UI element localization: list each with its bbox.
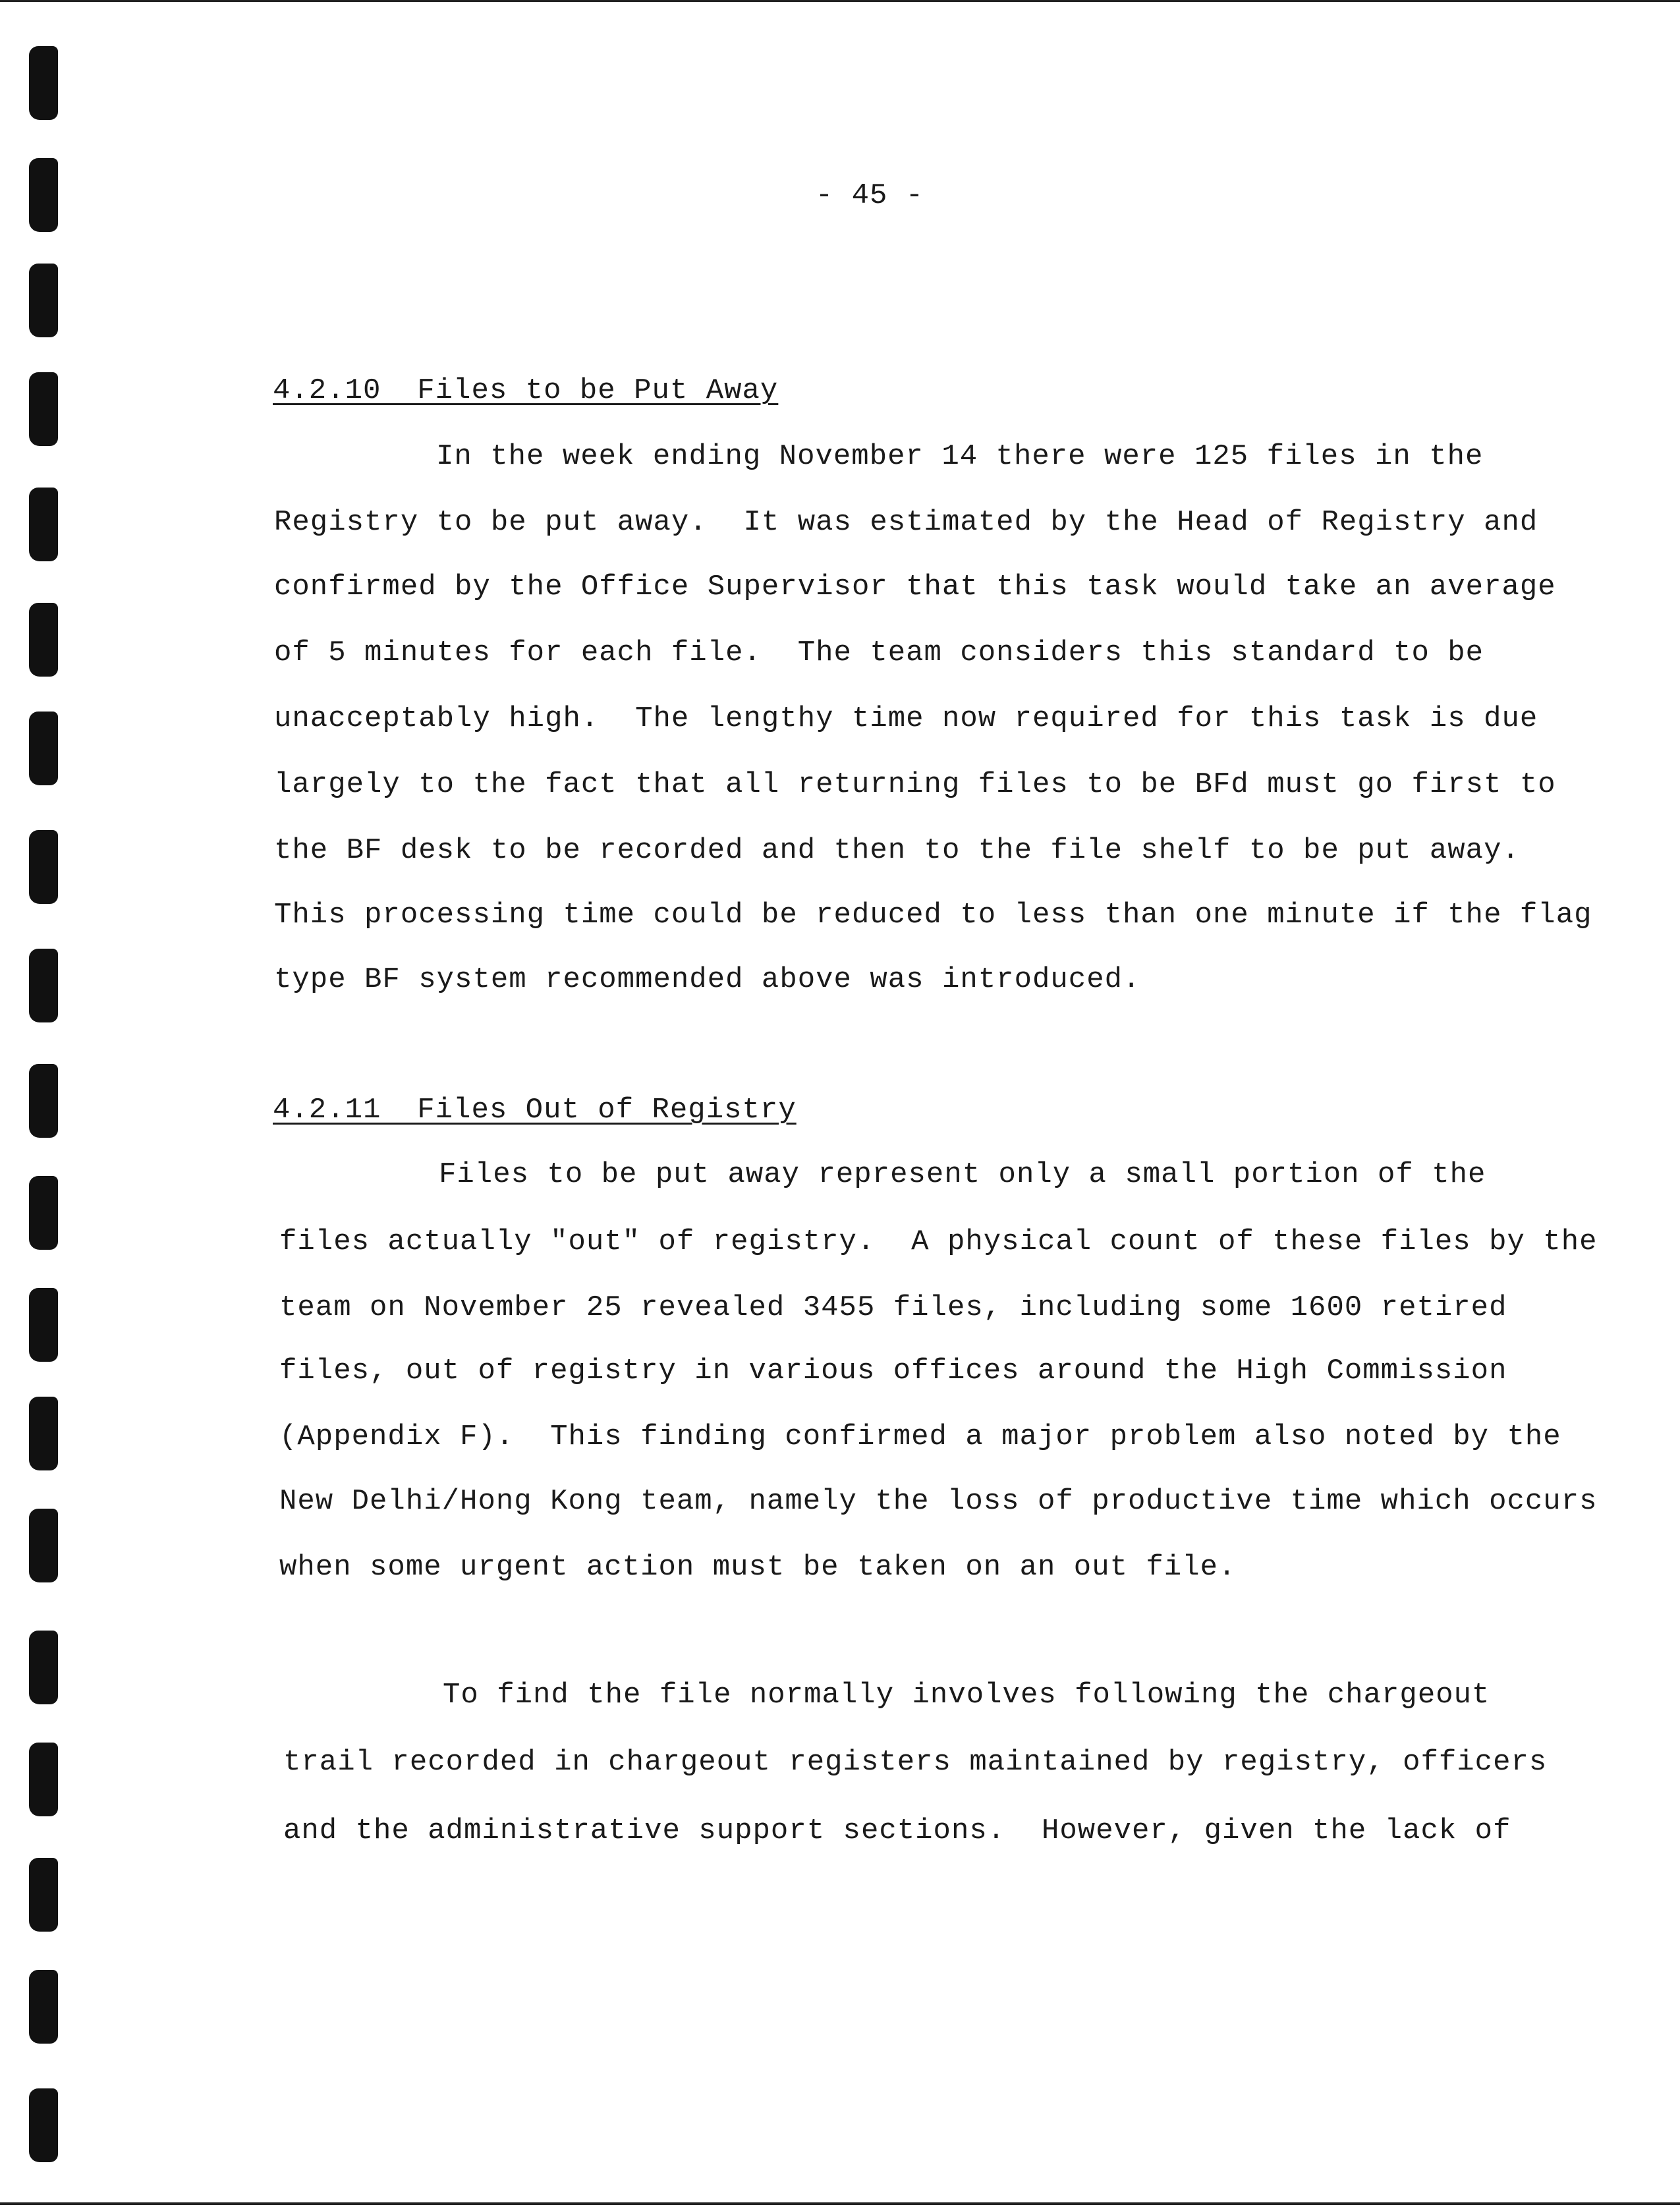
binding-hole xyxy=(29,1970,58,2044)
binding-holes xyxy=(0,0,79,2207)
binding-hole xyxy=(29,1397,58,1470)
paragraph-line: the BF desk to be recorded and then to the file shelf to be put away. xyxy=(274,834,1520,867)
paragraph-line: New Delhi/Hong Kong team, namely the loss of productive time which occurs xyxy=(279,1485,1598,1518)
paragraph-line: of 5 minutes for each file. The team considers this standard to be xyxy=(274,636,1484,669)
binding-hole xyxy=(29,1743,58,1816)
top-edge-rule xyxy=(0,0,1680,2)
binding-hole xyxy=(29,1858,58,1932)
binding-hole xyxy=(29,2088,58,2162)
paragraph-line: This processing time could be reduced to less than one minute if the flag xyxy=(274,899,1592,932)
page-number: - 45 - xyxy=(815,179,924,212)
paragraph-line: confirmed by the Office Supervisor that this task would take an average xyxy=(274,571,1556,603)
section-heading: 4.2.11 Files Out of Registry xyxy=(273,1094,797,1127)
binding-hole xyxy=(29,488,58,561)
paragraph-line: To find the file normally involves following the chargeout xyxy=(443,1679,1490,1712)
paragraph-line: team on November 25 revealed 3455 files, including some 1600 retired xyxy=(279,1291,1507,1324)
bottom-edge-rule xyxy=(0,2202,1680,2205)
paragraph-line: Files to be put away represent only a small portion of the xyxy=(439,1158,1486,1191)
binding-hole xyxy=(29,1288,58,1362)
paragraph-line: (Appendix F). This finding confirmed a major problem also noted by the xyxy=(279,1420,1561,1453)
paragraph-line: unacceptably high. The lengthy time now required for this task is due xyxy=(274,702,1538,735)
paragraph-line: when some urgent action must be taken on an out file. xyxy=(279,1551,1237,1584)
binding-hole xyxy=(29,264,58,337)
paragraph-line: and the administrative support sections. However, given the lack of xyxy=(283,1814,1511,1847)
paragraph-line: files, out of registry in various offices around the High Commission xyxy=(279,1355,1507,1387)
binding-hole xyxy=(29,603,58,677)
paragraph-line: type BF system recommended above was introduced. xyxy=(274,963,1141,996)
binding-hole xyxy=(29,1509,58,1582)
paragraph-line: Registry to be put away. It was estimated by the Head of Registry and xyxy=(274,506,1538,539)
binding-hole xyxy=(29,46,58,120)
binding-hole xyxy=(29,712,58,785)
binding-hole xyxy=(29,1631,58,1704)
section-heading: 4.2.10 Files to be Put Away xyxy=(273,374,779,407)
binding-hole xyxy=(29,372,58,446)
binding-hole xyxy=(29,830,58,904)
binding-hole xyxy=(29,949,58,1022)
binding-hole xyxy=(29,1176,58,1250)
paragraph-line: trail recorded in chargeout registers maintained by registry, officers xyxy=(283,1746,1548,1779)
paragraph-line: In the week ending November 14 there were 125 files in the xyxy=(436,440,1484,473)
binding-hole xyxy=(29,1064,58,1138)
paragraph-line: largely to the fact that all returning files to be BFd must go first to xyxy=(274,768,1556,801)
paragraph-line: files actually "out" of registry. A physical count of these files by the xyxy=(279,1225,1598,1258)
